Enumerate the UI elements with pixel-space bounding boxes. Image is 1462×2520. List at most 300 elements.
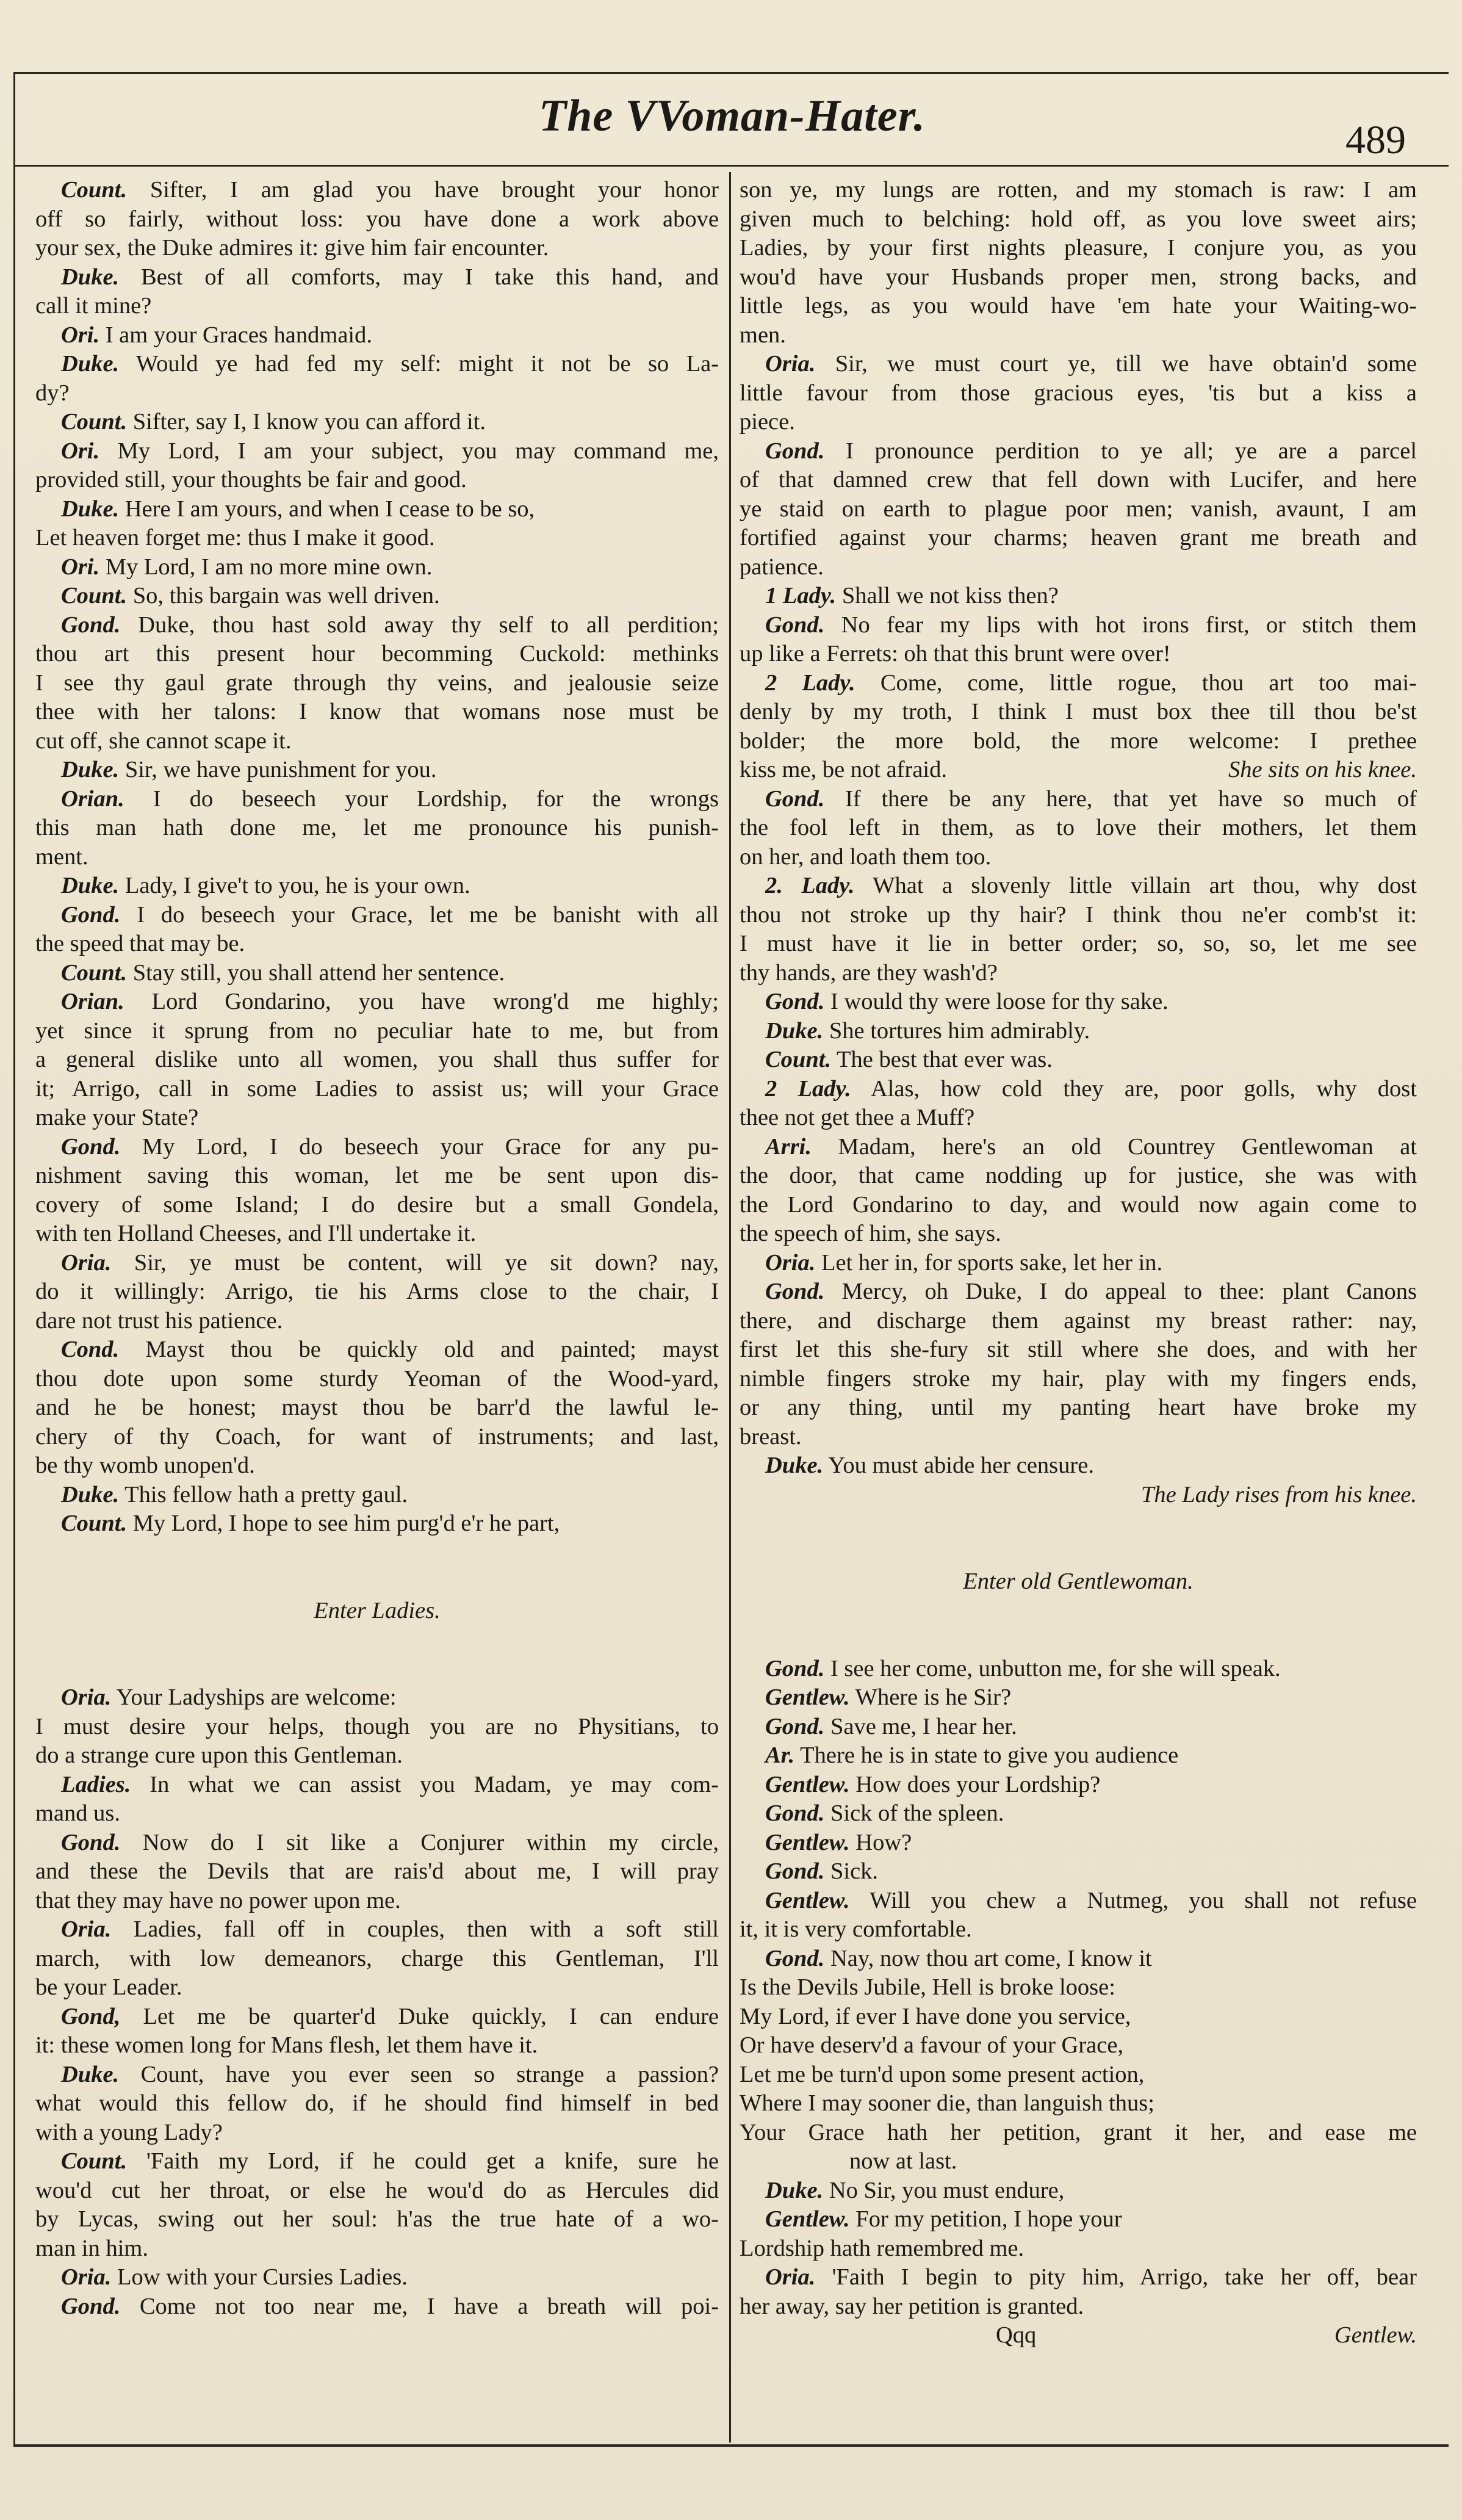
line-text: Madam, here's an old Countrey Gentlewoman at (838, 1133, 1417, 1160)
text-line (740, 1335, 1417, 1365)
line-text: mand us. (35, 1800, 121, 1826)
line-text: You must abide her censure. (828, 1453, 1094, 1478)
line-text: Sifter, I am glad you have brought your honor (149, 177, 719, 203)
speech-line (35, 176, 719, 205)
speaker-name: Gond. (61, 2293, 121, 2319)
line-text: She tortures him admirably. (829, 1017, 1090, 1044)
page-footer (740, 2321, 1417, 2350)
speaker-name: Gond. (765, 1713, 825, 1739)
line-text: little favour from those gracious eyes, 'tis but a kiss a (740, 380, 1417, 406)
line-text: Sir, we have punishment for you. (124, 757, 437, 782)
line-text: thou not stroke up thy hair? I think thou ne'er comb'st it: (740, 901, 1417, 928)
speaker-name: Duke. (765, 1453, 824, 1478)
text-line (740, 727, 1417, 756)
speech-line (35, 1249, 719, 1278)
line-text: thee not get thee a Muff? (740, 1105, 975, 1130)
line-text: So, this bargain was well driven. (132, 583, 440, 608)
speech-line (35, 756, 719, 785)
speaker-name: Count. (61, 583, 128, 608)
text-line (35, 1045, 719, 1075)
text-line (35, 669, 719, 698)
line-text: Lord Gondarino, you have wrong'd me highly; (151, 989, 719, 1014)
speech-line (35, 987, 719, 1017)
line-text: My Lord, if ever I have done you service, (740, 2003, 1131, 2029)
line-text: or any thing, until my panting heart have broke my (740, 1395, 1417, 1420)
line-text: My Lord, I do beseech your Grace for any pu- (142, 1133, 719, 1160)
text-line (35, 1307, 719, 1336)
line-text: fortified against your charms; heaven grant me breath and (740, 525, 1417, 551)
line-text: your sex, the Duke admires it: give him fair encounter. (35, 235, 549, 261)
text-line (740, 205, 1417, 234)
speech-line (35, 1771, 719, 1800)
speaker-name: Duke. (765, 2177, 824, 2203)
line-text: In what we can assist you Madam, ye may com- (149, 1771, 719, 1797)
line-text: Your Grace hath her petition, grant it her, and ease me (740, 2119, 1417, 2145)
speech-line (740, 437, 1417, 466)
speech-line (740, 1771, 1417, 1800)
speaker-name: Duke. (61, 1481, 120, 1507)
speaker-name: Cond. (61, 1337, 120, 1362)
text-line (35, 640, 719, 669)
text-line (35, 843, 719, 872)
speech-line (35, 2147, 719, 2176)
text-line (35, 1103, 719, 1133)
text-line (740, 408, 1417, 437)
line-text: there, and discharge them against my breast rather: nay, (740, 1307, 1417, 1334)
line-text: that they may have no power upon me. (35, 1887, 401, 1913)
line-text: first let this she-fury sit still where she does, and with her (740, 1337, 1417, 1362)
speech-line (740, 350, 1417, 379)
text-line (740, 292, 1417, 321)
speaker-name: 2 Lady. (765, 1075, 851, 1102)
speech-line (740, 2205, 1417, 2234)
text-line (35, 1944, 719, 1974)
column-divider (729, 172, 731, 2442)
spacer (35, 1539, 719, 1597)
text-line (740, 843, 1417, 872)
line-text: Sifter, say I, I know you can afford it. (132, 409, 486, 435)
line-text: No fear my lips with hot irons first, or stitch them (841, 612, 1417, 638)
speech-line (35, 437, 719, 466)
speech-line (740, 2176, 1417, 2206)
line-text: do it willingly: Arrigo, tie his Arms close to the chair, I (35, 1279, 719, 1304)
line-text: be thy womb unopen'd. (35, 1453, 255, 1478)
line-text: kiss me, be not afraid. (740, 757, 947, 782)
speech-line (740, 1713, 1417, 1742)
catchword: Gentlew. (1334, 2322, 1417, 2348)
line-text: breast. (740, 1423, 802, 1450)
line-text: ye staid on earth to plague poor men; vanish, avaunt, I am (740, 496, 1417, 522)
speech-line (35, 495, 719, 524)
speaker-name: Gond. (765, 1945, 825, 1971)
text-line (740, 1191, 1417, 1220)
line-text: a general dislike unto all women, you shall thus suffer for (35, 1047, 719, 1072)
speech-line (35, 611, 719, 640)
left-border-rule (13, 72, 15, 2446)
line-text: of that damned crew that fell down with Lucifer, and here (740, 467, 1417, 493)
text-line (740, 1161, 1417, 1191)
speech-line (35, 959, 719, 988)
line-text: provided still, your thoughts be fair and good. (35, 467, 467, 493)
speech-line (740, 669, 1417, 698)
line-text: it, it is very comfortable. (740, 1916, 972, 1942)
speech-line (35, 553, 719, 582)
speech-line (740, 1249, 1417, 1278)
line-text: For my petition, I hope your (855, 2206, 1122, 2232)
text-line (35, 1886, 719, 1916)
speech-line (35, 2060, 719, 2090)
text-line (740, 2089, 1417, 2118)
text-line (740, 814, 1417, 843)
line-text: thee with her talons: I know that womans nose must be (35, 699, 719, 724)
text-line (35, 1075, 719, 1104)
line-text: on her, and loath them too. (740, 843, 992, 870)
text-line (35, 379, 719, 408)
line-text: wou'd have your Husbands proper men, strong backs, and (740, 264, 1417, 290)
speech-line (35, 2263, 719, 2292)
text-line (740, 495, 1417, 524)
text-line (740, 176, 1417, 205)
text-line (740, 1393, 1417, 1423)
speech-line (35, 1509, 719, 1539)
line-text: do a strange cure upon this Gentleman. (35, 1742, 403, 1768)
line-text: and he be honest; mayst thou be barr'd the lawful le- (35, 1395, 719, 1420)
line-text: bolder; the more bold, the more welcome: I prethee (740, 727, 1417, 754)
line-text: I do beseech your Grace, let me be banisht with all (137, 901, 719, 928)
line-text: off so fairly, without loss: you have done a work above (35, 206, 719, 232)
line-text: dy? (35, 380, 70, 406)
running-title: The VVoman-Hater. (539, 91, 926, 141)
text-line (35, 2176, 719, 2206)
speaker-name: Oria. (61, 2264, 112, 2290)
left-column (35, 176, 719, 2321)
line-text: and these the Devils that are rais'd about me, I will pray (35, 1858, 719, 1884)
text-line (740, 553, 1417, 582)
text-line (740, 321, 1417, 350)
speech-line (35, 1133, 719, 1162)
speaker-name: Gond, (61, 2003, 121, 2029)
text-line (740, 930, 1417, 959)
stage-direction: Enter old Gentlewoman. (963, 1569, 1194, 1594)
spacer (740, 1509, 1417, 1567)
text-line (35, 2205, 719, 2234)
text-line (740, 756, 1417, 785)
line-text: Count, have you ever seen so strange a passion? (140, 2061, 719, 2087)
line-text: her away, say her petition is granted. (740, 2293, 1084, 2319)
speech-line (740, 1886, 1417, 1916)
line-text: this man hath done me, let me pronounce his punish- (35, 815, 719, 840)
stage-direction: Enter Ladies. (314, 1597, 441, 1623)
text-line (35, 1423, 719, 1452)
line-text: Alas, how cold they are, poor golls, why dost (870, 1075, 1417, 1102)
text-line (740, 1423, 1417, 1452)
right-column (740, 176, 1417, 2350)
speech-line (35, 263, 719, 292)
speech-line (740, 1655, 1417, 1684)
speech-line (35, 1915, 719, 1944)
line-text: Come, come, little rogue, thou art too mai- (880, 670, 1417, 696)
text-line (35, 698, 719, 727)
speech-line (740, 1451, 1417, 1481)
line-text: Stay still, you shall attend her sentence. (132, 959, 505, 986)
text-line (35, 524, 719, 553)
speaker-name: Gond. (765, 1279, 825, 1304)
speaker-name: 2. Lady. (765, 873, 855, 898)
text-line (740, 1973, 1417, 2002)
line-text: the fool left in them, as to love their mothers, let them (740, 815, 1417, 840)
speech-line (740, 1944, 1417, 1974)
header-rule (13, 165, 1449, 167)
line-text: I am your Graces handmaid. (105, 322, 372, 348)
line-text: Mayst thou be quickly old and painted; mayst (145, 1337, 719, 1362)
line-text: piece. (740, 409, 795, 435)
speech-line (35, 1829, 719, 1858)
line-text: Let heaven forget me: thus I make it good. (35, 525, 435, 551)
speaker-name: Gentlew. (765, 1684, 850, 1710)
line-text: men. (740, 322, 786, 348)
speaker-name: Oria. (765, 2264, 816, 2290)
text-line (35, 1191, 719, 1220)
speaker-name: Ar. (765, 1742, 795, 1768)
line-text: I must desire your helps, though you are no Physitians, to (35, 1713, 719, 1739)
line-text: Let me be turn'd upon some present action, (740, 2061, 1145, 2087)
line-text: There he is in state to give you audience (800, 1742, 1179, 1768)
speaker-name: 1 Lady. (765, 583, 837, 608)
speaker-name: 2 Lady. (765, 670, 855, 696)
text-line (35, 466, 719, 495)
speaker-name: Count. (61, 409, 128, 435)
line-text: Is the Devils Jubile, Hell is broke loose: (740, 1974, 1115, 2000)
line-text: march, with low demeanors, charge this Gentleman, I'll (35, 1945, 719, 1971)
speech-line (740, 1277, 1417, 1307)
line-text: My Lord, I am no more mine own. (105, 554, 433, 580)
speaker-name: Gentlew. (765, 1829, 850, 1855)
line-text: I do beseech your Lordship, for the wrongs (153, 785, 719, 812)
text-line (740, 2147, 1417, 2176)
line-text: with ten Holland Cheeses, and I'll undertake it. (35, 1221, 477, 1246)
text-line (35, 1973, 719, 2002)
line-text: I see her come, unbutton me, for she will speak. (830, 1655, 1281, 1681)
speech-line (35, 408, 719, 437)
text-line (35, 814, 719, 843)
speaker-name: Duke. (61, 351, 120, 377)
line-text: Where is he Sir? (855, 1684, 1012, 1710)
speaker-name: Ori. (61, 438, 100, 464)
line-text: Sick. (830, 1858, 879, 1884)
line-text: Shall we not kiss then? (841, 583, 1059, 608)
line-text: I must have it lie in better order; so, so, so, let me see (740, 931, 1417, 956)
text-line (35, 1161, 719, 1191)
text-line (35, 727, 719, 756)
line-text: Let her in, for sports sake, let her in. (821, 1249, 1163, 1276)
speaker-name: Arri. (765, 1133, 812, 1160)
line-text: Your Ladyships are welcome: (116, 1684, 397, 1710)
speech-line (740, 1075, 1417, 1104)
line-text: with a young Lady? (35, 2119, 223, 2145)
line-text: Ladies, by your first nights pleasure, I conjure you, as you (740, 235, 1417, 261)
speech-line (35, 1335, 719, 1365)
line-text: now at last. (849, 2148, 957, 2174)
line-text: ment. (35, 843, 88, 870)
line-text: wou'd cut her throat, or else he wou'd do as Hercules did (35, 2177, 719, 2203)
line-text: 'Faith I begin to pity him, Arrigo, take her off, bear (832, 2264, 1417, 2290)
speech-line (740, 1799, 1417, 1829)
speech-line (740, 2263, 1417, 2292)
speech-line (740, 611, 1417, 640)
line-text: How? (855, 1829, 912, 1855)
line-text: Where I may sooner die, than languish thus; (740, 2090, 1154, 2116)
speech-line (740, 872, 1417, 901)
speaker-name: Ori. (61, 554, 100, 580)
line-text: man in him. (35, 2235, 148, 2261)
line-text: Low with your Cursies Ladies. (117, 2264, 408, 2290)
text-line (740, 234, 1417, 263)
speaker-name: Gond. (765, 1655, 825, 1681)
text-line (740, 901, 1417, 930)
line-text: Or have deserv'd a favour of your Grace, (740, 2032, 1124, 2058)
stage-direction: The Lady rises from his knee. (1141, 1481, 1417, 1507)
line-text: thou dote upon some sturdy Yeoman of the Wood-yard, (35, 1365, 719, 1392)
line-text: Would ye had fed my self: might it not be so La- (135, 351, 719, 377)
text-line (740, 379, 1417, 408)
spacer (740, 1597, 1417, 1655)
line-text: little legs, as you would have 'em hate your Waiting-wo- (740, 293, 1417, 319)
text-line (35, 1017, 719, 1046)
speech-line (35, 1481, 719, 1510)
text-line (35, 1277, 719, 1307)
text-line (35, 205, 719, 234)
top-border-rule (13, 72, 1449, 74)
text-line (35, 1741, 719, 1771)
text-line (740, 524, 1417, 553)
speaker-name: Gond. (61, 612, 121, 638)
line-text: How does your Lordship? (855, 1771, 1101, 1797)
line-text: Ladies, fall off in couples, then with a soft still (133, 1916, 719, 1942)
speaker-name: Ladies. (61, 1771, 131, 1797)
line-text: Nay, now thou art come, I know it (830, 1945, 1152, 1971)
text-line (740, 466, 1417, 495)
speaker-name: Oria. (61, 1249, 112, 1276)
speaker-name: Count. (765, 1047, 832, 1072)
text-line (35, 234, 719, 263)
line-text: the speech of him, she says. (740, 1221, 1001, 1246)
speaker-name: Gentlew. (765, 2206, 850, 2232)
line-text: yet since it sprung from no peculiar hate to me, but from (35, 1017, 719, 1044)
line-text: call it mine? (35, 293, 152, 319)
line-text: Sick of the spleen. (830, 1800, 1004, 1826)
line-text: by Lycas, swing out her soul: h'as the true hate of a wo- (35, 2206, 719, 2232)
text-line (740, 2031, 1417, 2060)
line-text: denly by my troth, I think I must box thee till thou be'st (740, 699, 1417, 724)
speaker-name: Oria. (61, 1684, 112, 1710)
speaker-name: Gond. (61, 1133, 121, 1160)
speaker-name: Gond. (765, 612, 825, 638)
speaker-name: Oria. (61, 1916, 112, 1942)
text-line (740, 1365, 1417, 1394)
line-text: it; Arrigo, call in some Ladies to assist us; will your Grace (35, 1075, 719, 1102)
text-line (35, 2118, 719, 2148)
line-text: This fellow hath a pretty gaul. (124, 1481, 408, 1507)
line-text: The best that ever was. (837, 1047, 1053, 1072)
speaker-name: Ori. (61, 322, 100, 348)
line-text: make your State? (35, 1105, 199, 1130)
line-text: nishment saving this woman, let me be sent upon dis- (35, 1163, 719, 1188)
speech-line (740, 1683, 1417, 1713)
speech-line (740, 987, 1417, 1017)
speaker-name: Count. (61, 1511, 128, 1536)
text-line (740, 1219, 1417, 1249)
line-text: chery of thy Coach, for want of instruments; and last, (35, 1423, 719, 1450)
text-line (740, 698, 1417, 727)
line-text: dare not trust his patience. (35, 1307, 283, 1334)
line-text: I see thy gaul grate through thy veins, and jealousie seize (35, 670, 719, 696)
line-text: What a slovenly little villain art thou, why dost (873, 873, 1417, 898)
line-text: My Lord, I am your subject, you may command me, (117, 438, 719, 464)
speaker-name: Orian. (61, 989, 124, 1014)
speech-line (740, 582, 1417, 611)
speaker-name: Gond. (61, 1829, 121, 1855)
speaker-name: Gentlew. (765, 1771, 850, 1797)
line-text: Duke, thou hast sold away thy self to all perdition; (138, 612, 719, 638)
text-line (740, 1915, 1417, 1944)
line-text: Lady, I give't to you, he is your own. (124, 873, 470, 898)
line-text: Lordship hath remembred me. (740, 2235, 1024, 2261)
speech-line (740, 785, 1417, 814)
line-text: cut off, she cannot scape it. (35, 727, 292, 754)
text-line (740, 640, 1417, 669)
text-line (35, 2089, 719, 2118)
text-line (35, 1857, 719, 1886)
line-text: thou art this present hour becomming Cuckold: methinks (35, 641, 719, 666)
line-text: No Sir, you must endure, (829, 2177, 1065, 2203)
speaker-name: Count. (61, 2148, 128, 2174)
text-line (35, 930, 719, 959)
speech-line (740, 1045, 1417, 1075)
speech-line (35, 2292, 719, 2322)
line-text: Save me, I hear her. (830, 1713, 1017, 1739)
speaker-name: Gond. (61, 901, 121, 928)
text-line (35, 292, 719, 321)
text-line (35, 2031, 719, 2060)
speaker-name: Gond. (765, 1800, 825, 1826)
text-line (740, 263, 1417, 292)
speaker-name: Duke. (61, 757, 120, 782)
speaker-name: Orian. (61, 785, 124, 812)
line-text: Mercy, oh Duke, I do appeal to thee: plant Canons (841, 1279, 1417, 1304)
speaker-name: Gond. (765, 989, 825, 1014)
text-line (35, 1451, 719, 1481)
line-text: I pronounce perdition to ye all; ye are a parcel (846, 438, 1417, 464)
speech-line (35, 2002, 719, 2032)
speech-line (35, 1683, 719, 1713)
speech-line (35, 872, 719, 901)
line-text: 'Faith my Lord, if he could get a knife, sure he (146, 2148, 719, 2174)
speaker-name: Duke. (61, 496, 120, 522)
speaker-name: Oria. (765, 1249, 816, 1276)
text-line (740, 1103, 1417, 1133)
line-text: the door, that came nodding up for justice, she was with (740, 1163, 1417, 1188)
speaker-name: Gond. (765, 438, 825, 464)
line-text: I would thy were loose for thy sake. (830, 989, 1169, 1014)
speech-line (35, 785, 719, 814)
speaker-name: Count. (61, 959, 128, 986)
speaker-name: Duke. (765, 1017, 824, 1044)
line-text: Sir, we must court ye, till we have obtain'd some (835, 351, 1417, 377)
text-line (35, 2234, 719, 2264)
speech-line (740, 1017, 1417, 1046)
speech-line (35, 321, 719, 350)
speech-line (35, 901, 719, 930)
